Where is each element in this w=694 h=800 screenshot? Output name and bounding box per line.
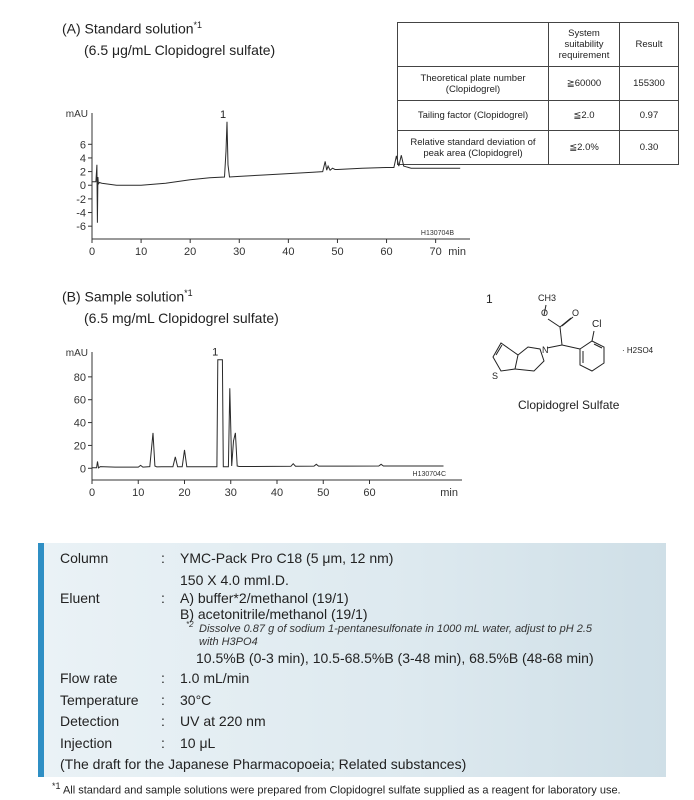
peak-label: 1 (212, 346, 219, 359)
table-cell-result: 0.97 (620, 101, 679, 131)
x-tick-label: 50 (317, 487, 330, 499)
buffer-note-2: with H3PO4 (199, 636, 258, 648)
chromatogram-code: H130704B (420, 230, 454, 237)
eluent-a: A) buffer*2/methanol (19/1) (180, 590, 349, 606)
table-cell-requirement: ≧60000 (549, 67, 620, 101)
x-tick-label: 0 (88, 246, 96, 258)
colon: : (161, 550, 165, 566)
table-header-requirement: System suitability requirement (549, 23, 620, 67)
y-tick-label: 20 (73, 440, 86, 453)
table-cell-result: 155300 (620, 67, 679, 101)
table-cell-item: Relative standard deviation of peak area (Clopidogrel) (398, 131, 549, 165)
x-tick-label: 70 (429, 246, 442, 258)
flow-rate-label: Flow rate (60, 670, 118, 686)
table-cell-requirement: ≦2.0 (549, 101, 620, 131)
y-tick-label: -2 (76, 193, 86, 206)
chromatogram-sample (0, 336, 480, 506)
table-cell-requirement: ≦2.0% (549, 131, 620, 165)
flow-rate-value: 1.0 mL/min (180, 670, 250, 686)
y-axis-label: mAU (65, 109, 88, 120)
buffer-note: Dissolve 0.87 g of sodium 1-pentanesulfonate in 1000 mL water, adjust to pH 2.5 (199, 623, 592, 635)
colon: : (161, 713, 165, 729)
panel-a-title: (A) Standard solution$^{*1}$ (62, 20, 203, 37)
y-tick-label: -4 (76, 207, 86, 220)
x-tick-label: 20 (178, 487, 191, 499)
method-source: (The draft for the Japanese Pharmacopoeia; Related substances) (60, 756, 467, 772)
x-tick-label: 20 (184, 246, 197, 258)
x-tick-label: 40 (282, 246, 295, 258)
chromatogram-trace (92, 122, 460, 223)
structure-cl-label: Cl (592, 319, 602, 330)
detection-value: UV at 220 nm (180, 713, 266, 729)
temperature-label: Temperature (60, 692, 139, 708)
table-header-item (398, 23, 549, 67)
eluent-b: B) acetonitrile/methanol (19/1) (180, 606, 368, 622)
chromatogram-trace (92, 360, 444, 468)
note-mark: *2 (186, 620, 194, 629)
footnote (52, 781, 621, 797)
y-tick-label: 2 (79, 166, 86, 179)
y-tick-label: 0 (79, 463, 86, 476)
structure-n-label: N (542, 345, 549, 355)
colon: : (161, 735, 165, 751)
y-tick-label: 40 (73, 417, 86, 430)
colon: : (161, 590, 165, 606)
injection-label: Injection (60, 735, 113, 751)
y-tick-label: 4 (79, 152, 86, 165)
panel-b-title: (B) Sample solution$^{*1}$ (62, 288, 193, 305)
table-cell-result: 0.30 (620, 131, 679, 165)
x-axis-label: min (440, 487, 458, 499)
eluent-label: Eluent (60, 590, 100, 606)
x-tick-label: 50 (331, 246, 344, 258)
x-tick-label: 60 (363, 487, 376, 499)
structure-o-label: O (541, 308, 549, 318)
detection-label: Detection (60, 713, 120, 729)
x-tick-label: 10 (134, 246, 148, 258)
table-cell-item: Tailing factor (Clopidogrel) (398, 101, 549, 131)
y-tick-label: 60 (73, 394, 86, 407)
structure-peak-number: 1 (486, 292, 493, 306)
y-tick-label: 80 (73, 371, 86, 384)
colon: : (161, 670, 165, 686)
table-header-result: Result (620, 23, 679, 67)
y-tick-label: 6 (79, 139, 86, 152)
y-tick-label: 0 (79, 180, 86, 193)
x-tick-label: 10 (132, 487, 145, 499)
column-dimensions: 150 X 4.0 mmI.D. (180, 572, 289, 588)
peak-label: 1 (219, 108, 227, 121)
x-tick-label: 30 (233, 246, 246, 258)
panel-b-subtitle: (6.5 mg/mL Clopidogrel sulfate) (84, 310, 279, 326)
gradient-program: 10.5%B (0-3 min), 10.5-68.5%B (3-48 min), 68.5%B (48-68 min) (196, 650, 594, 666)
x-axis-label: min (448, 246, 466, 258)
x-tick-label: 30 (224, 487, 237, 499)
temperature-value: 30°C (180, 692, 212, 708)
colon: : (161, 692, 165, 708)
structure-salt-label: · H2SO4 (622, 346, 654, 355)
column-label: Column (60, 550, 109, 566)
structure-name: Clopidogrel Sulfate (518, 398, 620, 412)
footnote-mark: *1 (52, 781, 61, 791)
x-tick-label: 0 (88, 487, 96, 499)
y-tick-label: -6 (76, 221, 86, 234)
x-tick-label: 40 (270, 487, 284, 499)
chromatogram-code: H130704C (412, 471, 446, 478)
structure-s-label: S (492, 371, 499, 381)
panel-a-subtitle: (6.5 μg/mL Clopidogrel sulfate) (84, 42, 276, 58)
structure-o2-label: O (572, 308, 580, 318)
clopidogrel-structure (480, 285, 685, 390)
footnote-text: All standard and sample solutions were prepared from Clopidogrel sulfate supplied as a reagent for laboratory use. (62, 784, 621, 797)
column-value: YMC-Pack Pro C18 (5 μm, 12 nm) (180, 550, 394, 566)
x-tick-label: 60 (380, 246, 393, 258)
structure-ch3-label: CH3 (538, 293, 557, 303)
chromatogram-standard (0, 95, 480, 265)
y-axis-label: mAU (65, 348, 88, 359)
table-cell-item: Theoretical plate number (Clopidogrel) (398, 67, 549, 101)
injection-value: 10 μL (180, 735, 216, 751)
conditions-accent-bar (38, 543, 44, 777)
